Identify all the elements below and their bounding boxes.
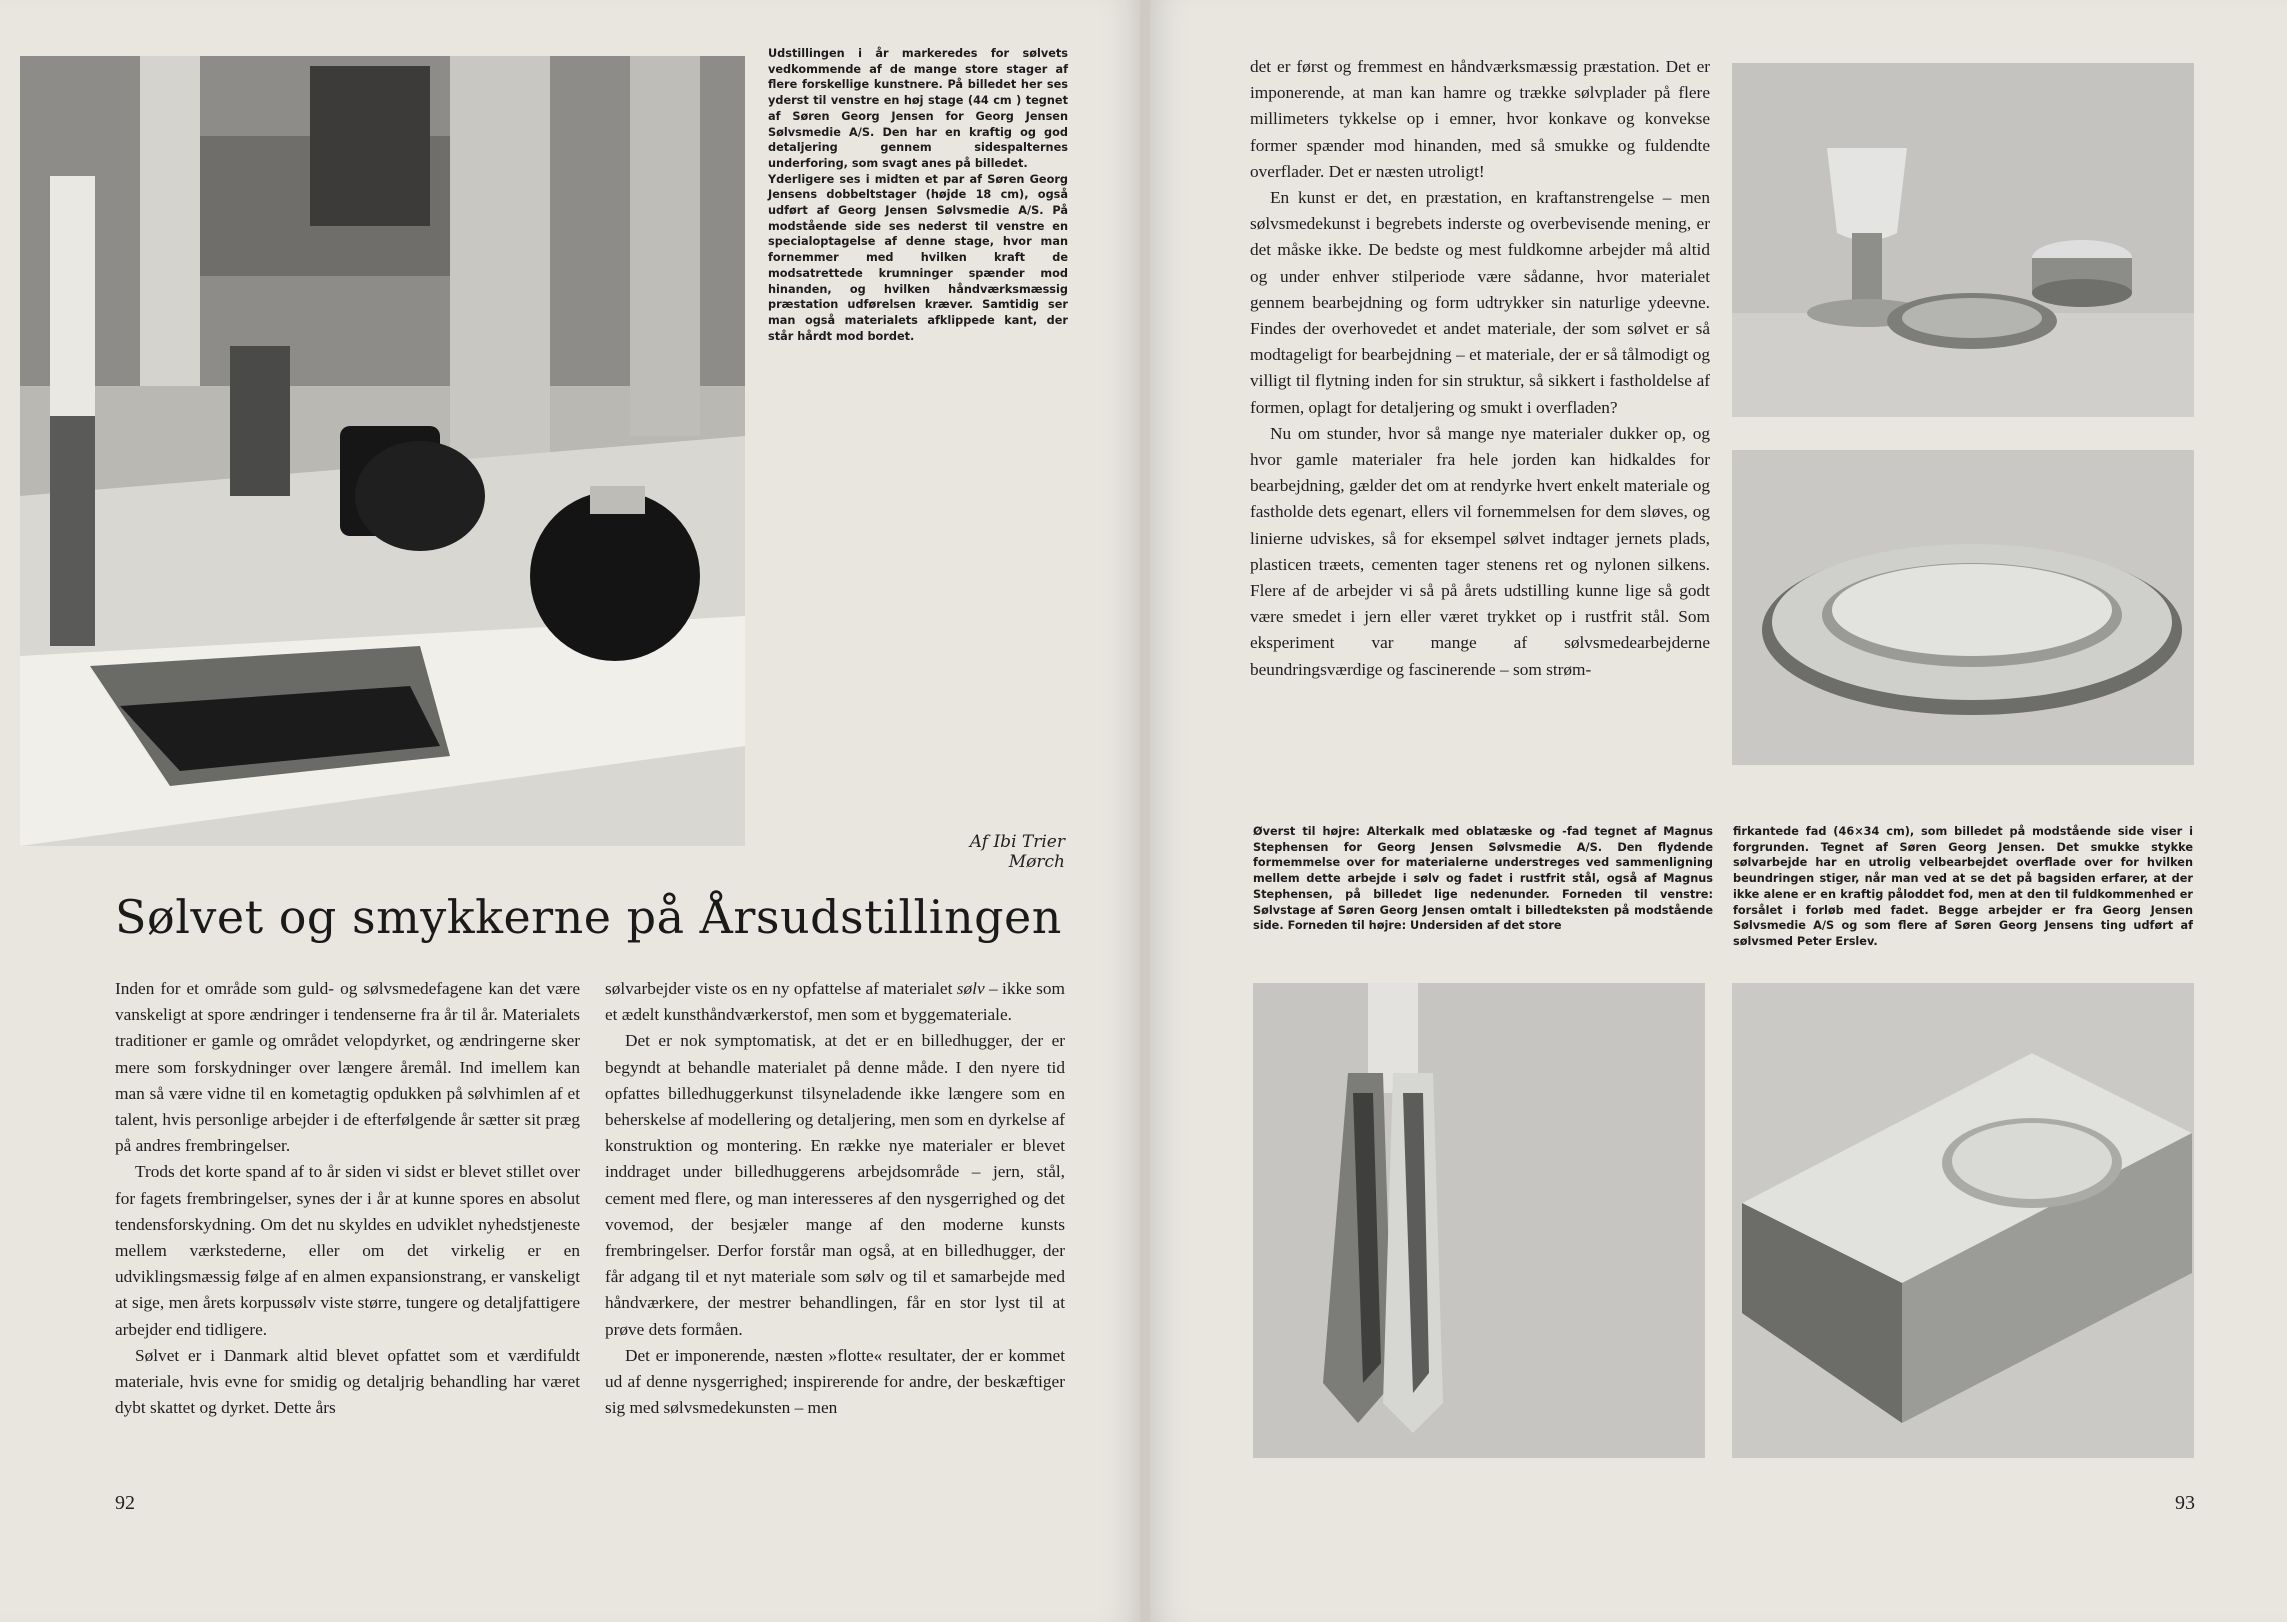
body-column-1 — [115, 976, 580, 1421]
body-paragraph: Det er nok symptomatisk, at det er en billedhugger, der er begyndt at behandle materialet på denne måde. I den nyere tid opfattes billedhuggerkunst tilsyneladende ikke længere som en beherskelse af modellering og detaljering, men som en dyrkelse af konstruktion og montering. En række nye materialer er blevet inddraget under billedhuggerens arbejdsområde – jern, stål, cement med flere, og man interesseres af den nysgerrighed og det vovemod, der besjæler mange af den moderne kunsts frembringelser. Derfor forstår man også, at en billedhugger, der får adgang til et nyt materiale som sølv og til et samarbejde med håndværkere, der mestrer behandlingen, får en stor lyst til at prøve dets formåen. — [605, 1031, 1065, 1339]
body-paragraph: Sølvet er i Danmark altid blevet opfattet som et værdifuldt materiale, hvis evne for smidig og detaljrig behandling har været dybt skattet og dyrket. Dette års — [115, 1345, 580, 1418]
chalice-photo — [1732, 63, 2194, 417]
caption-paragraph: Udstillingen i år markeredes for sølvets vedkommende af de mange store stager af flere forskellige kunstnere. På billedet her ses yderst til venstre en høj stage (44 cm ) tegnet af Søren Georg Jensen for Georg Jensen Sølvsmedie A/S. Den har en kraftig og god detaljering gennem sidespalternes underforing, som svagt anes på billedet. — [768, 47, 1068, 170]
body-paragraph: Nu om stunder, hvor så mange nye materialer dukker op, og hvor gamle materialer fra hele jorden kan hidkaldes for bearbejdning, gælder det om at rendyrke hvert enkelt materiale og fastholde dets egenart, ellers vil fornemmelsen for dem sløves, og linierne udviskes, så for eksempel sølvet indtager jernets plads, plasticen træets, cementen tager stenens ret og nylonen silkens. Flere af de arbejder vi så på årets udstilling kunne lige så godt være smedet i jern eller været trykket op i rustfrit stål. Som eksperiment var mange af sølvsmedearbejderne beundringsværdige og fascinerende – som strøm- — [1250, 423, 1710, 679]
steel-dish-photo — [1732, 450, 2194, 765]
left-page — [0, 0, 1140, 1622]
caption-right: firkantede fad (46×34 cm), som billedet på modstående side viser i forgrunden. Tegnet af Søren Georg Jensen. Det smukke stykke sølvarbejde har en utrolig velbearbejdet overflade over for hvilken beundringen stiger, når man ved at se det på bagsiden erfarer, at der ikke alene er en kraftig påloddet fod, men at den til fuldkommenhed er forsålet i forløb med fadet. Begge arbejder er fra Georg Jensen Sølvsmedie A/S og som flere af Søren Georg Jensens ting udført af sølvsmed Peter Erslev. — [1733, 825, 2193, 948]
body-paragraph: det er først og fremmest en håndværksmæssig præstation. Det er imponerende, at man kan hamre og trække sølvplader på flere millimeters tykkelse op i emner, hvor konkave og konvekse former spænder mod hinanden, med så smukke og fuldendte overflader. Det er næsten utroligt! — [1250, 57, 1710, 181]
lead-rest-text: – ikke som et ædelt kunsthåndværkerstof, men som et byggemateriale. — [605, 979, 1065, 1025]
page-number-right: 93 — [2175, 1492, 2195, 1514]
body-paragraph: En kunst er det, en præstation, en kraftanstrengelse – men sølvsmedekunst i begrebets inderste og overbevisende mening, er det måske ikke. De bedste og mest fuldkomne arbejder må altid og under enhver stilperiode være sådanne, hvor materialet gennem bearbejdning og form udtrykker sin naturlige ydeevne. Findes der overhovedet et andet materiale, der som sølvet er så modtageligt for bearbejdning – et materiale, der er så tålmodigt og villigt til flytning inden for sin struktur, så sikkert i fastholdelse af formen, oplagt for detaljering og smukt i overfladen? — [1250, 188, 1710, 417]
article-title: Sølvet og smykkerne på Årsudstillingen — [115, 890, 1062, 944]
right-page — [1150, 0, 2287, 1622]
body-column-3 — [1250, 54, 1710, 683]
square-tray-photo — [1732, 983, 2194, 1458]
body-paragraph — [605, 976, 1065, 1028]
candlestick-photo — [1253, 983, 1705, 1458]
byline: Af Ibi Trier Mørch — [969, 832, 1065, 872]
page-number-left: 92 — [115, 1492, 135, 1514]
exhibition-photo — [20, 56, 745, 846]
body-paragraph: Inden for et område som guld- og sølvsmedefagene kan det være vanskeligt at spore ændringer i tendenserne fra år til år. Materialets traditioner er gamle og området velopdyrket, og ændringerne sker mere som forskydninger over længere åremål. Ind imellem kan man så være vidne til en kometagtig opdukken på sølvhimlen af et talent, hvis personlige arbejder i de efterfølgende år sætter sit præg på andres frembringelser. — [115, 979, 580, 1156]
lead-text: sølvarbejder viste os en ny opfattelse af materialet — [605, 979, 957, 998]
body-paragraph: Det er imponerende, næsten »flotte« resultater, der er kommet ud af denne nysgerrighed; inspirerende for andre, der beskæftiger sig med sølvsmedekunsten – men — [605, 1345, 1065, 1418]
caption-paragraph: Yderligere ses i midten et par af Søren Georg Jensens dobbeltstager (højde 18 cm), også udført af Georg Jensen Sølvsmedie A/S. På modstående side ses nederst til venstre en specialoptagelse af denne stage, hvor man fornemmer med hvilken kraft de modsatrettede krumninger spænder mod hinanden, og hvilken håndværksmæssig præstation udførelsen kræver. Samtidig ser man også materialets afklippede kant, der står hårdt mod bordet. — [768, 172, 1068, 343]
body-column-2 — [605, 976, 1065, 1421]
body-paragraph: Trods det korte spand af to år siden vi sidst er blevet stillet over for fagets frembringelser, synes der i år at kunne spores en absolut tendensforskydning. Om det nu skyldes en udviklet nyhedstjeneste mellem værkstederne, eller om det virkelig er en udviklingsmæssig følge af en almen expansionstrang, er vanskeligt at sige, men årets korpussølv viste større, tungere og detaljfattigere arbejder end tidligere. — [115, 1162, 580, 1339]
photo-caption — [768, 46, 1068, 344]
caption-left: Øverst til højre: Alterkalk med oblatæske og -fad tegnet af Magnus Stephensen for Georg Jensen Sølvsmedie A/S. Den flydende formemmelse over for materialerne understreges ved sammenligning mellem dette arbejde i sølv og fadet i rustfrit stål, også af Magnus Stephensen, på billedet lige nedenunder. Forneden til venstre: Sølvstage af Søren Georg Jensen omtalt i billedteksten på modstående side. Forneden til højre: Undersiden af det store — [1253, 825, 1713, 933]
emphasis-text: sølv — [956, 979, 985, 998]
book-gutter — [1140, 0, 1150, 1622]
